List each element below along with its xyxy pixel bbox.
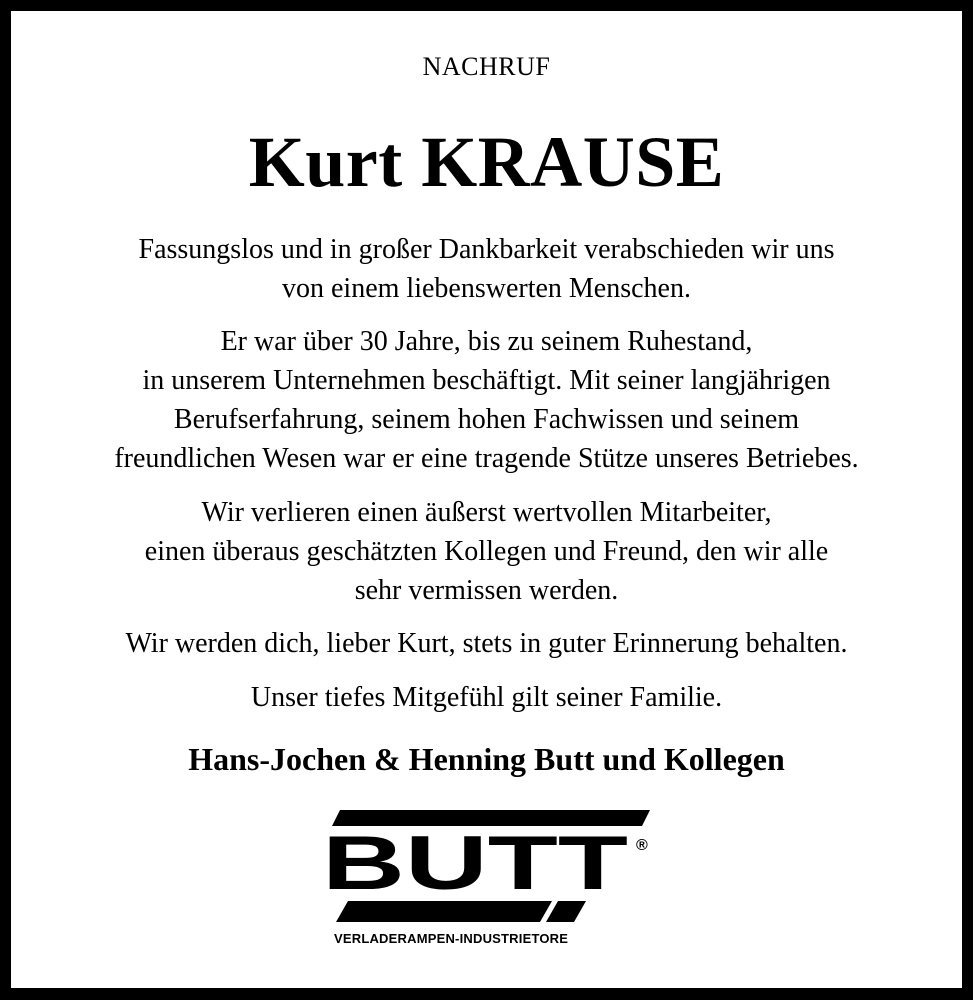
text-line: Fassungslos und in großer Dankbarkeit verabschieden wir uns [138, 234, 835, 265]
text-line: Wir verlieren einen äußerst wertvollen Mitarbeiter, [201, 497, 772, 528]
text-line: einen überaus geschätzten Kollegen und Freund, den wir alle [144, 536, 829, 567]
paragraph-career [11, 322, 962, 478]
text-line: Er war über 30 Jahre, bis zu seinem Ruhestand, [220, 326, 753, 357]
paragraph-condolence [11, 678, 962, 717]
logo-tagline: VERLADERAMPEN-INDUSTRIETORE [334, 931, 569, 946]
deceased-name: Kurt KRAUSE [248, 122, 725, 202]
logo-wordmark: BUTT [322, 821, 628, 906]
text-line: freundlichen Wesen war er eine tragende Stütze unseres Betriebes. [114, 443, 859, 474]
registered-mark: ® [636, 837, 648, 854]
text-line: Unser tiefes Mitgefühl gilt seiner Familie. [250, 682, 723, 713]
text-line: Wir werden dich, lieber Kurt, stets in guter Erinnerung behalten. [125, 628, 848, 659]
notice-heading: NACHRUF [422, 52, 551, 81]
paragraph-loss [11, 493, 962, 610]
text-line: Berufserfahrung, seinem hohen Fachwissen und seinem [173, 404, 800, 435]
paragraph-remembrance [11, 624, 962, 663]
signature: Hans-Jochen & Henning Butt und Kollegen [188, 741, 785, 777]
text-line: von einem liebenswerten Menschen. [282, 273, 691, 304]
text-line: in unserem Unternehmen beschäftigt. Mit seiner langjährigen [142, 365, 831, 396]
text-line: sehr vermissen werden. [354, 575, 619, 606]
paragraph-farewell [11, 230, 962, 308]
